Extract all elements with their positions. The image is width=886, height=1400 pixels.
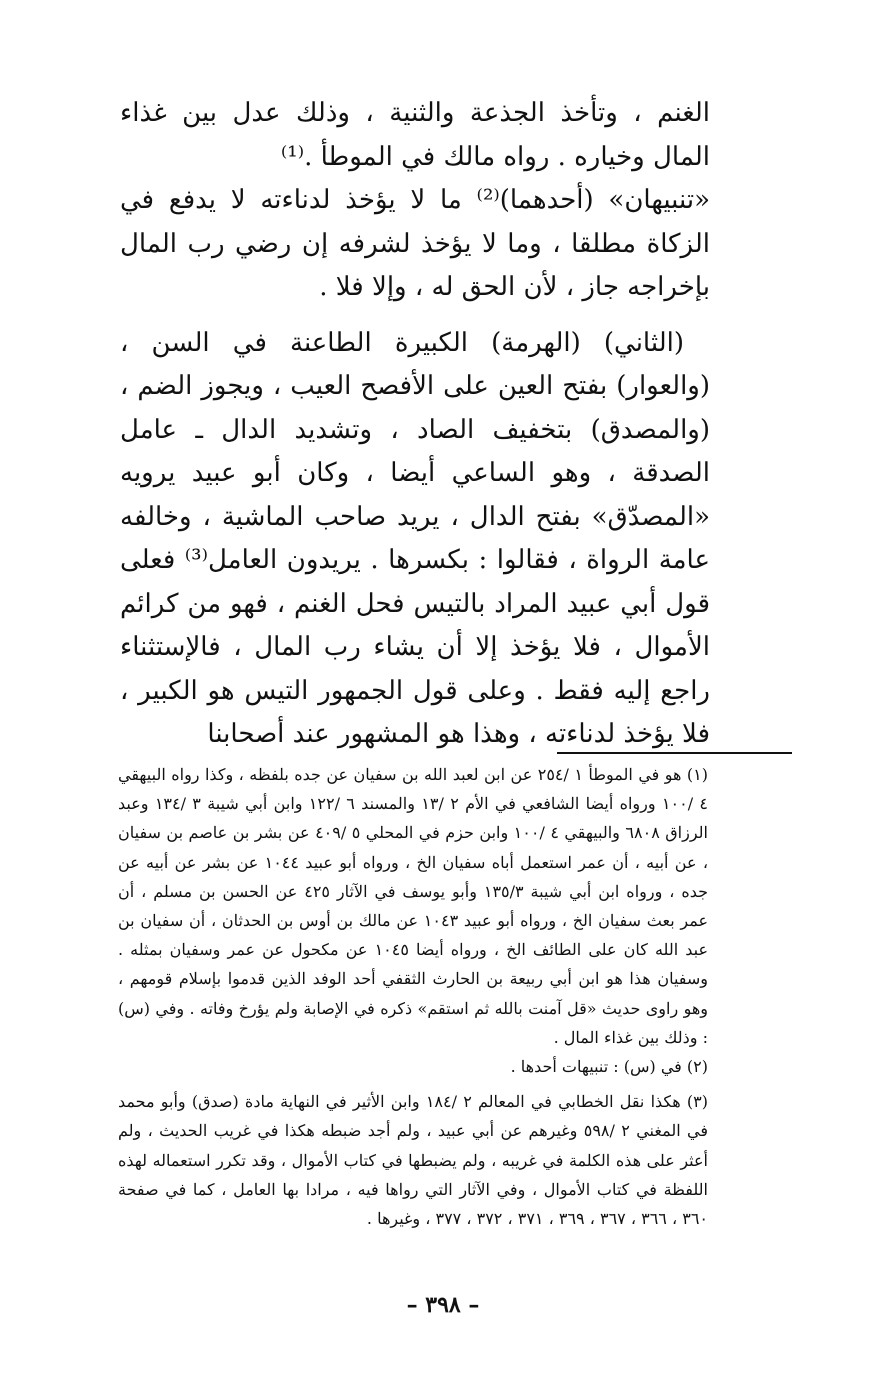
footnote-1: (١) هو في الموطأ ١ /٢٥٤ عن ابن لعبد الله بن سفيان عن جده بلفظه ، وكذا رواه البيهقي ٤ /١٠٠ ورواه أيضا الشافعي في الأم ٢ /١٣ والمسند ٦ /١٢٢ وابن أبي شيبة ٣ /١٣٤ وعبد الرزاق ٦٨٠٨ والبيهقي ٤ /١٠٠ وابن حزم في المحلي ٥ /٤٠٩ عن بشر بن عاصم بن سفيان ، عن أبيه ، أن عمر استعمل أباه سفيان الخ ، ورواه أبو عبيد ١٠٤٤ عن بشر عن أبيه عن جده ، ورواه ابن أبي شيبة ١٣٥/٣ وأبو يوسف في الآثار ٤٢٥ عن الحسن بن مسلم ، أن عمر بعث سفيان الخ ، ورواه أبو عبيد ١٠٤٣ عن مالك بن أوس بن الحدثان ، أن سفيان بن عبد الله كان على الطائف الخ ، ورواه أيضا ١٠٤٥ عن مكحول عن عمر وسفيان بمثله . وسفيان هذا هو ابن أبي ربيعة بن الحارث الثقفي أحد الوفد الذين قدموا بإسلام قومهم ، وهو راوى حديث «قل آمنت بالله ثم استقم» ذكره في الإصابة ولم يؤرخ وفاته . وفي (س) : وذلك بين غذاء المال .: [118, 765, 709, 1047]
page-number: – ٣٩٨ –: [406, 1292, 480, 1318]
main-paragraph: «تنبيهان» (أحدهما)⁽²⁾ ما لا يؤخذ لدناءته لا يدفع في الزكاة مطلقا ، وما لا يؤخذ لشرفه إن رضي رب المال بإخراجه جاز ، لأن الحق له ، وإلا فلا .: [120, 185, 710, 302]
footnote-2: (٢) في (س) : تنبيهات أحدها .: [510, 1057, 708, 1077]
footnote-divider: [557, 752, 792, 754]
main-paragraph: الغنم ، وتأخذ الجذعة والثنية ، وذلك عدل بين غذاء المال وخياره . رواه مالك في الموطأ .⁽¹⁾: [120, 98, 710, 172]
footnotes: [118, 760, 708, 1233]
footnote-3: (٣) هكذا نقل الخطابي في المعالم ٢ /١٨٤ وابن الأثير في النهاية مادة (صدق) وأبو محمد في المغني ٢ /٥٩٨ وغيرهم عن أبي عبيد ، ولم أجد ضبطه هكذا في غريب الحديث ، ولم أعثر على هذه الكلمة في غريبه ، ولم يضبطها في كتاب الأموال ، وقد تكرر استعماله لهذه اللفظة في كتاب الأموال ، وفي الآثار التي رواها فيه ، مرادا بها العامل ، كما في صفحة ٣٦٠ ، ٣٦٦ ، ٣٦٧ ، ٣٦٩ ، ٣٧١ ، ٣٧٢ ، ٣٧٧ ، وغيرها .: [118, 1092, 709, 1229]
main-text: [120, 92, 710, 757]
main-paragraph: (الثاني) (الهرمة) الكبيرة الطاعنة في السن ، (والعوار) بفتح العين على الأفصح العيب ، ويجوز الضم ، (والمصدق) بتخفيف الصاد ، وتشديد الدال ـ عامل الصدقة ، وهو الساعي أيضا ، وكان أبو عبيد يرويه «المصدّق» بفتح الدال ، يريد صاحب الماشية ، وخالفه عامة الرواة ، فقالوا : بكسرها . يريدون العامل⁽³⁾ فعلى قول أبي عبيد المراد بالتيس فحل الغنم ، فهو من كرائم الأموال ، فلا يؤخذ إلا أن يشاء رب المال ، فالإستثناء راجع إليه فقط . وعلى قول الجمهور التيس هو الكبير ، فلا يؤخذ لدناءته ، وهذا هو المشهور عند أصحابنا: [120, 327, 711, 749]
